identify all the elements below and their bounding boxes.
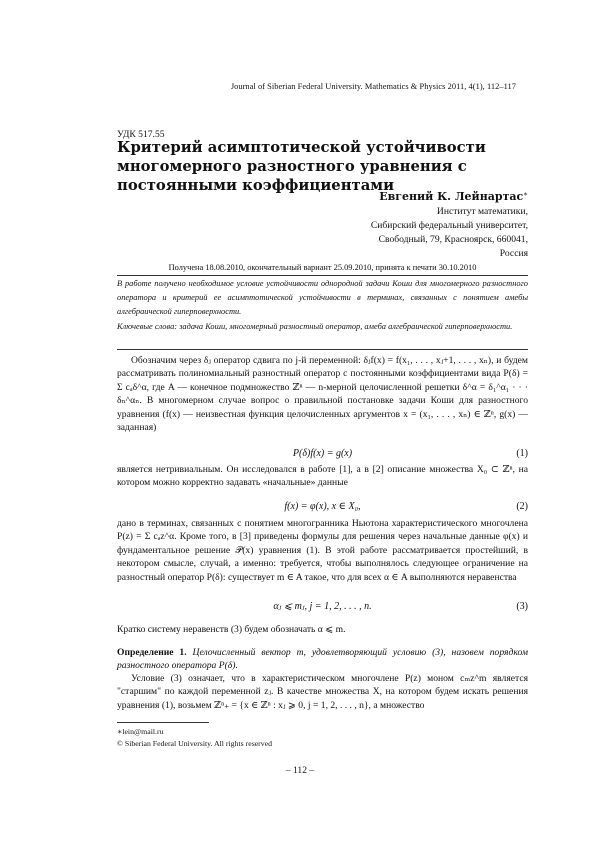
paragraph-condition: [117, 672, 528, 712]
footnote-copyright: © Siberian Federal University. All rights reserved: [117, 739, 273, 748]
affiliation-line: Институт математики,: [436, 206, 528, 218]
equation-expression: P(δ)f(x) = g(x): [292, 448, 353, 459]
definition-label: Определение 1.: [117, 647, 187, 658]
paragraph-initial-data: [117, 463, 528, 490]
received-dates: Получена 18.08.2010, окончательный вариант 25.09.2010, принята к печати 30.10.2010: [168, 263, 477, 272]
equation-number: (1): [516, 448, 528, 459]
page-number: – 112 –: [285, 765, 315, 776]
paragraph-text: Условие (3) означает, что в характеристическом многочлене P(z) моном cₘz^m является "старшим" по каждой переменной zⱼ. В качестве множества X, на котором будем искать решения уравнения (1), возьмем ℤⁿ₊ = {x ∈ ℤⁿ : xⱼ ⩾ 0, j = 1, 2, . . . , n}, а множество: [117, 673, 528, 711]
abstract-top-rule: [117, 275, 528, 276]
equation-2: [117, 501, 528, 515]
equation-number: (3): [516, 601, 528, 612]
paragraph-short: [117, 623, 528, 636]
affiliation-line: Россия: [499, 248, 528, 260]
footnote-email: ∗lein@mail.ru: [117, 727, 164, 736]
affiliation-line: Сибирский федеральный университет,: [370, 220, 528, 232]
author-footnote-marker: ∗: [523, 190, 528, 198]
abstract-bottom-rule: [117, 349, 528, 350]
equation-expression: αⱼ ⩽ mⱼ, j = 1, 2, . . . , n.: [273, 601, 372, 612]
paragraph-text: дано в терминах, связанных с понятием многогранника Ньютона характеристического многочлена P(z) = Σ cₐz^α. Кроме того, в [3] приведены формулы для решения через начальные данные φ(x) и фундаментальное решение 𝒫(x) уравнения (1). В этой работе рассматривается простейший, в некотором смысле, случай, а именно: требуется, чтобы выполнялось следующее ограничение на разностный оператор P(δ): существует m ∈ A такое, что для всех α ∈ A выполняются неравенства: [117, 518, 528, 583]
journal-header: Journal of Siberian Federal University. Mathematics & Physics 2011, 4(1), 112–117: [230, 82, 516, 91]
footnotes: [117, 726, 272, 750]
footnote-rule: [117, 722, 209, 723]
definition-1: [117, 646, 528, 673]
equation-1: [117, 448, 528, 462]
keywords: Ключевые слова: задача Коши, многомерный разностный оператор, амеба алгебраической гиперповерхности.: [117, 322, 513, 331]
definition-text: Целочисленный вектор m, удовлетворяющий условию (3), назовем порядком разностного оператора P(δ).: [117, 647, 528, 672]
paragraph-intro: [117, 354, 528, 434]
paragraph-text: Кратко систему неравенств (3) будем обозначать α ⩽ m.: [117, 624, 346, 635]
author-block: [288, 187, 528, 261]
abstract: В работе получено необходимое условие устойчивости однородной задачи Коши для многомерного разностного оператора и критерий ее асимптотической устойчивости в терминах, связанных с понятием амебы алгебраической гиперповерхности.: [117, 279, 528, 316]
paper-title: Критерий асимптотической устойчивости многомерного разностного уравнения с постоянными коэффициентами: [117, 139, 486, 194]
author-line: [288, 187, 528, 205]
author-name: Евгений К. Лейнартас: [379, 190, 524, 204]
paragraph-text: является нетривиальным. Он исследовался в работе [1], а в [2] описание множества X₀ ⊂ ℤⁿ, на котором можно корректно задавать «начальные» данные: [117, 464, 528, 489]
equation-number: (2): [516, 501, 528, 512]
affiliation-line: Свободный, 79, Красноярск, 660041,: [378, 234, 528, 246]
equation-3: [117, 601, 528, 615]
udk-code: УДК 517.55: [117, 129, 165, 140]
paragraph-newton: [117, 517, 528, 584]
paragraph-text: Обозначим через δⱼ оператор сдвига по j-й переменной: δⱼf(x) = f(x₁, . . . , xⱼ+1, . . . , xₙ), и будем рассматривать полиномиальный разностный оператор с постоянными коэффициентами вида P(δ) = Σ cₐδ^α, где A — конечное подмножество ℤⁿ — n-мерной целочисленной решетки δ^α = δ₁^α₁ · · · δₙ^αₙ. В многомерном случае вопрос о правильной постановке задачи Коши для разностного уравнения (f(x) — неизвестная функция целочисленных аргументов x = (x₁, . . . , xₙ) ∈ ℤⁿ, g(x) — заданная): [117, 355, 528, 434]
equation-expression: f(x) = φ(x), x ∈ X₀,: [284, 501, 361, 512]
